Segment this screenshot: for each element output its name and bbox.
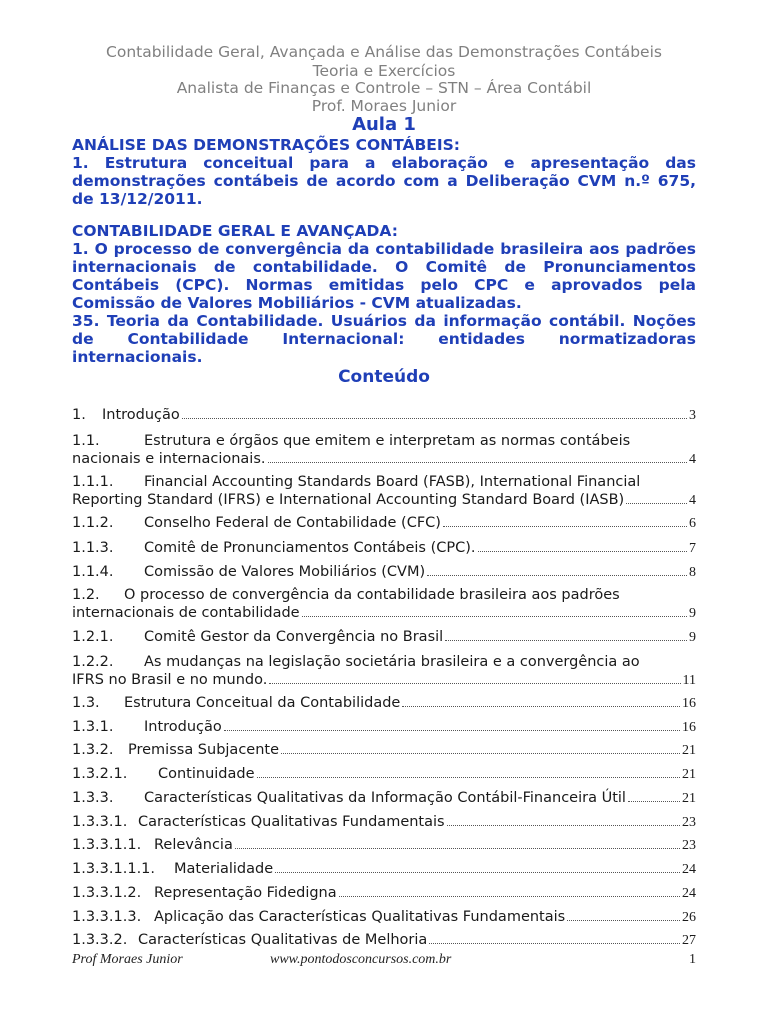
contab-title: CONTABILIDADE GERAL E AVANÇADA:	[72, 222, 398, 240]
toc-entry[interactable]	[72, 718, 696, 737]
toc-entry[interactable]	[72, 836, 696, 855]
toc-number: 1.1.	[72, 433, 100, 449]
contab-line: 35. Teoria da Contabilidade. Usuários da informação contábil. Noções	[72, 312, 696, 330]
toc-entry[interactable]	[72, 884, 696, 903]
toc-text: nacionais e internacionais.	[72, 451, 266, 467]
toc-page: 24	[682, 886, 696, 901]
toc-text: Continuidade	[158, 766, 255, 782]
toc-page: 16	[682, 720, 696, 735]
toc-text: Características Qualitativas Fundamentais	[138, 814, 445, 830]
analise-line: demonstrações contábeis de acordo com a Deliberação CVM n.º 675,	[72, 172, 696, 190]
contab-section	[72, 222, 696, 366]
toc-page: 23	[682, 815, 696, 830]
toc-text: Materialidade	[174, 861, 274, 877]
toc-text: Introdução	[102, 407, 180, 423]
toc-number: 1.3.	[72, 695, 100, 711]
analise-section	[72, 136, 696, 208]
header-line-1: Contabilidade Geral, Avançada e Análise das Demonstrações Contábeis	[106, 43, 662, 61]
toc-text: internacionais de contabilidade	[72, 605, 300, 621]
toc-entry[interactable]	[72, 563, 696, 582]
toc-page: 26	[682, 910, 696, 925]
analise-title: ANÁLISE DAS DEMONSTRAÇÕES CONTÁBEIS:	[72, 136, 460, 154]
footer-site-link[interactable]: www.pontodosconcursos.com.br	[270, 952, 452, 967]
footer-page-number: 1	[689, 952, 696, 967]
toc-number: 1.3.1.	[72, 719, 114, 735]
toc-heading: Conteúdo	[338, 367, 430, 387]
toc-entry[interactable]	[72, 789, 696, 808]
toc-page: 21	[682, 767, 696, 782]
toc-page: 8	[689, 565, 696, 580]
toc-text: Relevância	[154, 837, 233, 853]
toc-page: 21	[682, 743, 696, 758]
toc-text: Representação Fidedigna	[154, 885, 337, 901]
header-line-2: Teoria e Exercícios	[312, 62, 456, 80]
toc-number: 1.3.3.1.1.1.	[72, 861, 156, 877]
toc-text: Reporting Standard (IFRS) e International Accounting Standard Board (IASB)	[72, 492, 625, 508]
toc-text: Características Qualitativas da Informação Contábil-Financeira Útil	[144, 790, 626, 806]
toc-number: 1.1.1.	[72, 474, 114, 490]
toc-page: 24	[682, 862, 696, 877]
toc-number: 1.3.3.1.	[72, 814, 128, 830]
toc-page: 9	[689, 606, 696, 621]
toc-entry[interactable]	[72, 860, 696, 879]
toc-page: 16	[682, 696, 696, 711]
contab-line: 1. O processo de convergência da contabilidade brasileira aos padrões	[72, 240, 696, 258]
toc-text: Introdução	[144, 719, 222, 735]
toc-text: IFRS no Brasil e no mundo.	[72, 672, 268, 688]
toc-page: 3	[689, 408, 696, 423]
toc-text: Conselho Federal de Contabilidade (CFC)	[144, 515, 441, 531]
toc-page: 21	[682, 791, 696, 806]
toc-page: 4	[689, 452, 696, 467]
toc-page: 11	[682, 673, 696, 688]
toc-number: 1.3.3.1.2.	[72, 885, 142, 901]
toc-entry[interactable]	[72, 406, 696, 425]
toc-number: 1.	[72, 407, 86, 423]
toc-entry[interactable]	[72, 813, 696, 832]
toc-entry[interactable]	[72, 432, 696, 469]
toc-number: 1.2.1.	[72, 629, 114, 645]
toc-text: Aplicação das Características Qualitativas Fundamentais	[154, 909, 566, 925]
header-line-4: Prof. Moraes Junior	[311, 97, 457, 115]
contab-line: internacionais de contabilidade. O Comitê de Pronunciamentos	[72, 258, 696, 276]
toc-number: 1.3.3.	[72, 790, 114, 806]
toc-entry[interactable]	[72, 653, 696, 690]
contab-line: Contábeis (CPC). Normas emitidas pelo CPC e aprovados pela	[72, 276, 696, 294]
toc-number: 1.3.2.	[72, 742, 114, 758]
toc-number: 1.1.4.	[72, 564, 114, 580]
toc-entry[interactable]	[72, 586, 696, 623]
analise-line: de 13/12/2011.	[72, 190, 203, 208]
toc-number: 1.2.	[72, 587, 100, 603]
toc-text: O processo de convergência da contabilidade brasileira aos padrões	[124, 587, 620, 603]
toc-entry[interactable]	[72, 514, 696, 533]
toc-entry[interactable]	[72, 473, 696, 510]
toc-text: Comitê de Pronunciamentos Contábeis (CPC).	[144, 540, 476, 556]
toc-entry[interactable]	[72, 628, 696, 647]
toc-number: 1.3.3.2.	[72, 932, 128, 948]
header-line-3: Analista de Finanças e Controle – STN – Área Contábil	[176, 79, 592, 97]
toc-text: Estrutura e órgãos que emitem e interpretam as normas contábeis	[144, 433, 631, 449]
toc-entry[interactable]	[72, 908, 696, 927]
toc-number: 1.2.2.	[72, 654, 114, 670]
toc-number: 1.3.3.1.3.	[72, 909, 142, 925]
toc-text: Comissão de Valores Mobiliários (CVM)	[144, 564, 426, 580]
toc-page: 9	[689, 630, 696, 645]
toc-entry[interactable]	[72, 765, 696, 784]
toc-entry[interactable]	[72, 539, 696, 558]
toc-text: Premissa Subjacente	[128, 742, 280, 758]
toc-number: 1.1.2.	[72, 515, 114, 531]
toc-page: 7	[689, 541, 696, 556]
analise-line: 1. Estrutura conceitual para a elaboração e apresentação das	[72, 154, 696, 172]
toc-text: Características Qualitativas de Melhoria	[138, 932, 428, 948]
toc-page: 27	[682, 933, 696, 948]
toc-page: 6	[689, 516, 696, 531]
toc-entry[interactable]	[72, 741, 696, 760]
toc-page: 4	[689, 493, 696, 508]
toc-text: As mudanças na legislação societária brasileira e a convergência ao	[144, 654, 640, 670]
lesson-title: Aula 1	[352, 114, 416, 135]
toc-number: 1.3.3.1.1.	[72, 837, 142, 853]
toc-text: Financial Accounting Standards Board (FASB), International Financial	[144, 474, 641, 490]
toc-text: Estrutura Conceitual da Contabilidade	[124, 695, 401, 711]
toc-number: 1.3.2.1.	[72, 766, 128, 782]
toc-text: Comitê Gestor da Convergência no Brasil	[144, 629, 444, 645]
footer-author: Prof Moraes Junior	[72, 952, 183, 967]
contab-line: de Contabilidade Internacional: entidades normatizadoras	[72, 330, 696, 348]
page-footer	[72, 952, 696, 972]
toc-number: 1.1.3.	[72, 540, 114, 556]
toc-entry[interactable]	[72, 931, 696, 950]
toc-entry[interactable]	[72, 694, 696, 713]
contab-line: internacionais.	[72, 348, 203, 366]
toc-page: 23	[682, 838, 696, 853]
contab-line: Comissão de Valores Mobiliários - CVM atualizadas.	[72, 294, 522, 312]
